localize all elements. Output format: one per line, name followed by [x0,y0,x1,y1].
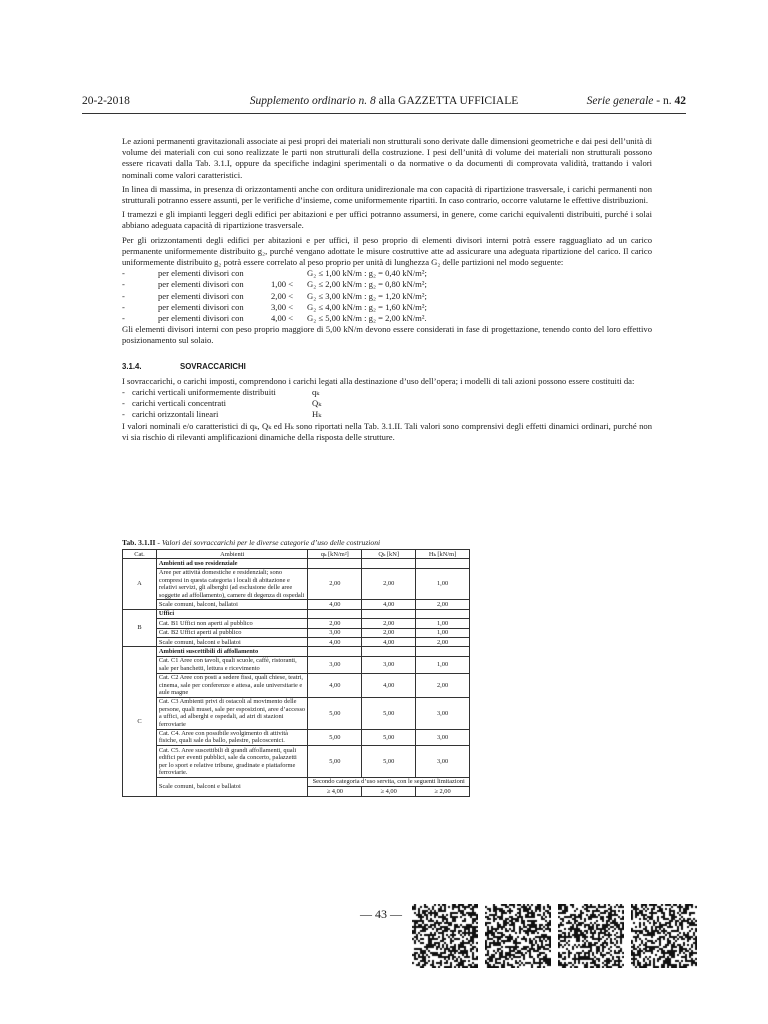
category-cell: B [123,609,157,647]
list-item [122,409,652,420]
empty-cell [308,609,362,618]
list-text: per elementi divisori con [158,268,244,279]
column-header-Qk: Qₖ [kN] [362,550,416,559]
paragraph: I valori nominali e/o caratteristici di qₖ, Qₖ ed Hₖ sono riportati nella Tab. 3.1.II. Tali valori sono comprensivi degli effetti dinamici ordinari, purché non vi sia rischio di rilevanti amplificazioni dinamiche della risposta delle strutture. [122,420,652,442]
qk-value: ≥ 4,00 [308,787,362,796]
Qk-value: 5,00 [362,729,416,746]
list-formula: G₂ ≤ 4,00 kN/m : g₂ = 1,60 kN/m²; [307,301,427,312]
qk-value: 5,00 [308,746,362,778]
table-title: - Valori dei sovraccarichi per le diverse categorie d’uso delle costruzioni [155,538,381,547]
Hk-value: 3,00 [416,729,470,746]
Qk-value: 4,00 [362,600,416,609]
list-range: 3,00 < [271,301,294,312]
list-symbol: Hₖ [312,409,322,420]
qk-value: 5,00 [308,729,362,746]
Qk-value: ≥ 4,00 [362,787,416,796]
page-header [82,95,686,109]
Hk-value: 1,00 [416,628,470,637]
qk-value: 4,00 [308,673,362,697]
row-description: Cat. B2 Uffici aperti al pubblico [156,628,308,637]
column-header-qk: qₖ [kN/m²] [308,550,362,559]
row-description: Aree per attività domestiche e residenziali; sono compresi in questa categoria i locali di abitazione e relativi servizi, gli alberghi (ad esclusione delle aree soggette ad affollamento), camere di degenza di ospedali [156,568,308,600]
row-description: Scale comuni, balconi e ballatoi [156,777,308,796]
table-header-row [123,550,470,559]
list-item [122,279,652,290]
barcode-image [412,904,478,968]
Hk-value: 1,00 [416,568,470,600]
row-description: Cat. C4. Aree con possibile svolgimento di attività fisiche, quali sale da ballo, palestre, palcoscenici. [156,729,308,746]
category-cell: A [123,559,157,609]
table-row [123,673,470,697]
column-header-ambienti: Ambienti [156,550,308,559]
empty-cell [416,647,470,656]
Hk-value: 1,00 [416,619,470,628]
list-dash: - [122,386,125,397]
table-caption [122,538,380,547]
group-heading: Uffici [156,609,308,618]
series-name: Serie generale [586,95,654,107]
gazette-name: GAZZETTA UFFICIALE [398,95,519,107]
row-description: Cat. C1 Aree con tavoli, quali scuole, caffè, ristoranti, sale per banchetti, lettura e ricevimento [156,656,308,673]
list-dash: - [122,268,125,279]
column-header-Hk: Hₖ [kN/m] [416,550,470,559]
Qk-value: 2,00 [362,619,416,628]
list-item [122,302,652,313]
list-item [122,268,652,279]
limitation-note: Secondo categoria d’uso servita, con le seguenti limitazioni [308,777,470,786]
issue-date: 20-2-2018 [82,95,130,107]
qk-value: 3,00 [308,628,362,637]
group-heading: Ambienti ad uso residenziale [156,559,308,568]
empty-cell [362,559,416,568]
row-description: Scale comuni, balconi, ballatoi [156,600,308,609]
Qk-value: 5,00 [362,746,416,778]
Qk-value: 2,00 [362,568,416,600]
list-symbol: Qₖ [312,398,322,409]
list-range: 2,00 < [271,290,294,301]
qk-value: 5,00 [308,697,362,729]
Qk-value: 3,00 [362,656,416,673]
list-item [122,387,652,398]
Hk-value: 1,00 [416,656,470,673]
list-text: carichi verticali concentrati [132,398,226,409]
paragraph: I sovraccarichi, o carichi imposti, comprendono i carichi legati alla destinazione d’uso dell’opera; i modelli di tali azioni possono essere costituiti da: [122,375,635,386]
list-dash: - [122,312,125,323]
group-heading: Ambienti suscettibili di affollamento [156,647,308,656]
table-row [123,559,470,568]
empty-cell [416,559,470,568]
row-description: Scale comuni, balconi e ballatoi [156,638,308,647]
empty-cell [308,647,362,656]
column-header-cat: Cat. [123,550,157,559]
list-dash: - [122,409,125,420]
qk-value: 2,00 [308,568,362,600]
list-dash: - [122,279,125,290]
row-description: Cat. C5. Aree suscettibili di grandi affollamenti, quali edifici per eventi pubblici, sale da concerto, palazzetti per lo sport e relative tribune, gradinate e piattaforme ferroviarie. [156,746,308,778]
list-text: per elementi divisori con [158,301,244,312]
list-dash: - [122,290,125,301]
empty-cell [362,609,416,618]
Hk-value: 2,00 [416,600,470,609]
Hk-value: 3,00 [416,697,470,729]
paragraph: Le azioni permanenti gravitazionali associate ai pesi propri dei materiali non strutturali sono derivate dalle dimensioni geometriche e dai pesi dell’unità di volume dei materiali con cui sono realizzate le parti non strutturali della costruzione. I pesi dell’unità di volume dei materiali non strutturali possono essere ricavati dalla Tab. 3.1.I, oppure da specifiche indagini sperimentali o da normative o da documenti di comprovata validità, trattando i valori nominali come valori caratteristici. [122,136,652,180]
table-row [123,746,470,778]
section-number: 3.1.4. [122,361,142,371]
table-row [123,600,470,609]
list-item [122,291,652,302]
table-row [123,656,470,673]
qk-value: 3,00 [308,656,362,673]
qk-value: 4,00 [308,638,362,647]
table-row [123,729,470,746]
paragraph: I tramezzi e gli impianti leggeri degli edifici per abitazioni e per uffici potranno assumersi, in genere, come carichi equivalenti distribuiti, purché i solai abbiano adeguata capacità di ripartizione trasversale. [122,209,652,231]
list-item [122,398,652,409]
Qk-value: 5,00 [362,697,416,729]
Hk-value: 3,00 [416,746,470,778]
section-heading [122,361,652,372]
table-number: Tab. 3.1.II [122,538,156,547]
Qk-value: 4,00 [362,638,416,647]
list-formula: G₂ ≤ 1,00 kN/m : g₂ = 0,40 kN/m²; [307,268,427,279]
issue-number: 42 [674,95,686,107]
list-range: 4,00 < [271,312,294,323]
list-range: 1,00 < [271,279,294,290]
list-dash: - [122,398,125,409]
table-row [123,777,470,786]
loads-table [122,549,470,797]
supplement-label: Supplemento ordinario n. 8 [249,95,376,107]
list-dash: - [122,301,125,312]
barcode-image [485,904,551,968]
Qk-value: 2,00 [362,628,416,637]
list-formula: G₂ ≤ 2,00 kN/m : g₂ = 0,80 kN/m²; [307,279,427,290]
empty-cell [416,609,470,618]
table-row [123,697,470,729]
barcode-image [631,904,697,968]
series-label [587,95,686,107]
row-description: Cat. C3 Ambienti privi di ostacoli al movimento delle persone, quali musei, sale per esposizioni, aree d’accesso a uffici, ad alberghi e ospedali, ad atri di stazioni ferroviarie [156,697,308,729]
category-cell: C [123,647,157,796]
table-row [123,568,470,600]
table-row [123,647,470,656]
table-row [123,638,470,647]
list-text: per elementi divisori con [158,290,244,301]
list-text: per elementi divisori con [158,312,244,323]
list-formula: G₂ ≤ 5,00 kN/m : g₂ = 2,00 kN/m². [307,312,427,323]
list-item [122,313,652,324]
row-description: Cat. C2 Aree con posti a sedere fissi, quali chiese, teatri, cinema, sale per conferenze e attesa, aule universitarie e aule magne [156,673,308,697]
header-rule [82,113,686,114]
table-row [123,619,470,628]
Qk-value: 4,00 [362,673,416,697]
table-row [123,628,470,637]
Hk-value: 2,00 [416,638,470,647]
empty-cell [308,559,362,568]
series-separator: - n. [653,95,675,107]
Hk-value: 2,00 [416,673,470,697]
list-symbol: qₖ [312,386,320,397]
list-text: carichi verticali uniformemente distribuiti [132,386,276,397]
load-list [122,387,652,421]
empty-cell [362,647,416,656]
list-text: carichi orizzontali lineari [132,409,219,420]
paragraph: Per gli orizzontamenti degli edifici per abitazioni e per uffici, il peso proprio di elementi divisori interni potrà essere ragguagliato ad un carico permanente uniformemente distribuito g₂, purché vengano adottate le misure costruttive atte ad assicurare una adeguata ripartizione del carico. Il carico uniformemente distribuito g₂ potrà essere correlato al peso proprio per unità di lunghezza G₂ delle partizioni nel modo seguente: [122,234,652,268]
page-number: — 43 — [360,907,402,921]
qk-value: 4,00 [308,600,362,609]
page-body [122,136,652,446]
section-title: SOVRACCARICHI [180,361,246,371]
list-formula: G₂ ≤ 3,00 kN/m : g₂ = 1,20 kN/m²; [307,290,427,301]
barcode-strip [412,904,698,968]
table-row [123,609,470,618]
partition-list [122,268,652,324]
row-description: Cat. B1 Uffici non aperti al pubblico [156,619,308,628]
qk-value: 2,00 [308,619,362,628]
publication-connector: alla [375,95,399,107]
list-text: per elementi divisori con [158,279,244,290]
Hk-value: ≥ 2,00 [416,787,470,796]
barcode-image [558,904,624,968]
paragraph: Gli elementi divisori interni con peso proprio maggiore di 5,00 kN/m devono essere considerati in fase di progettazione, tenendo conto del loro effettivo posizionamento sul solaio. [122,324,652,346]
paragraph: In linea di massima, in presenza di orizzontamenti anche con orditura unidirezionale ma con capacità di ripartizione trasversale, i carichi permanenti non strutturali potranno essere assunti, per le verifiche d’insieme, come uniformemente ripartiti. In caso contrario, occorre valutarne le effettive distribuzioni. [122,183,652,206]
